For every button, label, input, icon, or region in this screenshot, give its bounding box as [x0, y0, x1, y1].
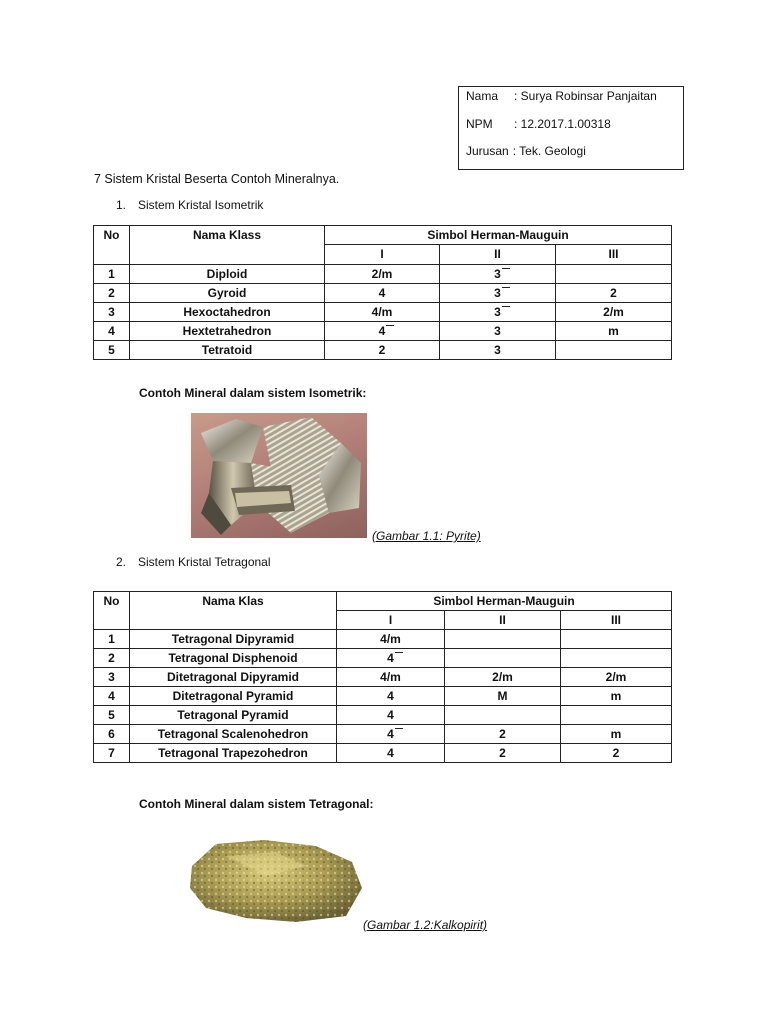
row-c2: 3	[494, 305, 501, 319]
row-c2: 3	[440, 341, 556, 360]
row-no: 7	[94, 744, 130, 763]
row-c2	[445, 630, 561, 649]
col-name-header: Nama Klass	[130, 226, 325, 265]
section-2-number: 2.	[116, 555, 127, 569]
row-no: 4	[94, 322, 130, 341]
row-c2	[445, 649, 561, 668]
row-name: Tetragonal Dipyramid	[130, 630, 337, 649]
table-row	[94, 706, 672, 725]
row-c1: 4	[337, 706, 445, 725]
row-c3	[561, 706, 672, 725]
row-c3: 2/m	[556, 303, 672, 322]
row-name: Diploid	[130, 265, 325, 284]
row-c1: 4	[387, 651, 394, 665]
table-row	[94, 341, 672, 360]
col-name-header: Nama Klas	[130, 592, 337, 630]
table-row	[94, 265, 672, 284]
row-c3: m	[556, 322, 672, 341]
row-c1: 4	[387, 727, 394, 741]
npm-label: NPM	[466, 117, 493, 131]
row-name: Tetragonal Scalenohedron	[130, 725, 337, 744]
row-c2: M	[445, 687, 561, 706]
row-c3	[561, 630, 672, 649]
col-symbol-header: Simbol Herman-Mauguin	[337, 592, 672, 611]
section-2-title	[116, 555, 271, 569]
chalcopyrite-caption: (Gambar 1.2:Kalkopirit)	[363, 918, 488, 932]
dept-label: Jurusan	[466, 144, 509, 158]
tetragonal-example-label: Contoh Mineral dalam sistem Tetragonal:	[139, 797, 374, 811]
dept-value: : Tek. Geologi	[512, 144, 586, 158]
sub-col-1: I	[325, 245, 440, 265]
row-name: Gyroid	[130, 284, 325, 303]
row-name: Tetragonal Trapezohedron	[130, 744, 337, 763]
row-no: 5	[94, 341, 130, 360]
row-c2	[445, 706, 561, 725]
table-row	[94, 744, 672, 763]
row-c3: 2	[561, 744, 672, 763]
name-row	[466, 89, 657, 103]
row-name: Tetratoid	[130, 341, 325, 360]
npm-value: : 12.2017.1.00318	[514, 117, 611, 131]
row-c2: 3	[440, 322, 556, 341]
dept-row	[466, 144, 586, 158]
isometric-example-label: Contoh Mineral dalam sistem Isometrik:	[139, 386, 367, 400]
row-c2: 2	[445, 725, 561, 744]
npm-row	[466, 117, 611, 131]
isometric-table	[93, 225, 672, 360]
pyrite-crystal-illustration	[191, 413, 367, 538]
pyrite-caption: (Gambar 1.1: Pyrite)	[372, 529, 481, 543]
col-no-header: No	[94, 226, 130, 265]
table-row	[94, 725, 672, 744]
row-name: Hexoctahedron	[130, 303, 325, 322]
table-row	[94, 668, 672, 687]
row-no: 1	[94, 630, 130, 649]
row-c3: m	[561, 725, 672, 744]
page-heading: 7 Sistem Kristal Beserta Contoh Mineralnya.	[94, 172, 340, 186]
chalcopyrite-rock-illustration	[186, 836, 364, 930]
table-row	[94, 303, 672, 322]
row-c3: 2	[556, 284, 672, 303]
row-c1: 4	[378, 324, 386, 338]
row-no: 5	[94, 706, 130, 725]
section-2-title-text: Sistem Kristal Tetragonal	[138, 555, 271, 569]
row-no: 3	[94, 668, 130, 687]
row-no: 1	[94, 265, 130, 284]
table-row	[94, 687, 672, 706]
row-c1: 4	[325, 284, 440, 303]
row-c3: 2/m	[561, 668, 672, 687]
row-c2: 2/m	[445, 668, 561, 687]
row-name: Ditetragonal Dipyramid	[130, 668, 337, 687]
row-c2: 3	[494, 286, 501, 300]
table-row	[94, 322, 672, 341]
section-1-title	[116, 198, 263, 212]
row-c1: 4/m	[325, 303, 440, 322]
row-c1: 4	[337, 744, 445, 763]
row-no: 6	[94, 725, 130, 744]
row-no: 2	[94, 284, 130, 303]
sub-col-3: III	[561, 611, 672, 630]
row-c2: 2	[445, 744, 561, 763]
table-row	[94, 630, 672, 649]
row-no: 2	[94, 649, 130, 668]
row-c3	[561, 649, 672, 668]
row-c1: 2	[325, 341, 440, 360]
row-c1: 4/m	[337, 668, 445, 687]
col-symbol-header: Simbol Herman-Mauguin	[325, 226, 672, 245]
sub-col-2: II	[440, 245, 556, 265]
col-no-header: No	[94, 592, 130, 630]
row-c2: 3	[494, 267, 501, 281]
row-c3: m	[561, 687, 672, 706]
row-c1: 2/m	[325, 265, 440, 284]
table-row	[94, 284, 672, 303]
chalcopyrite-image	[186, 836, 364, 930]
row-c3	[556, 265, 672, 284]
pyrite-image	[191, 413, 367, 538]
row-c1: 4	[337, 687, 445, 706]
tetragonal-table	[93, 591, 672, 763]
row-c3	[556, 341, 672, 360]
name-value: : Surya Robinsar Panjaitan	[514, 89, 657, 103]
row-name: Tetragonal Disphenoid	[130, 649, 337, 668]
section-1-number: 1.	[116, 198, 127, 212]
table-row	[94, 649, 672, 668]
table-header-row	[94, 592, 672, 611]
name-label: Nama	[466, 89, 499, 103]
row-c1: 4/m	[337, 630, 445, 649]
section-1-title-text: Sistem Kristal Isometrik	[138, 198, 264, 212]
row-name: Ditetragonal Pyramid	[130, 687, 337, 706]
row-name: Hextetrahedron	[130, 322, 325, 341]
row-name: Tetragonal Pyramid	[130, 706, 337, 725]
row-no: 4	[94, 687, 130, 706]
identity-box	[458, 86, 684, 170]
sub-col-2: II	[445, 611, 561, 630]
row-no: 3	[94, 303, 130, 322]
sub-col-1: I	[337, 611, 445, 630]
sub-col-3: III	[556, 245, 672, 265]
table-header-row	[94, 226, 672, 245]
